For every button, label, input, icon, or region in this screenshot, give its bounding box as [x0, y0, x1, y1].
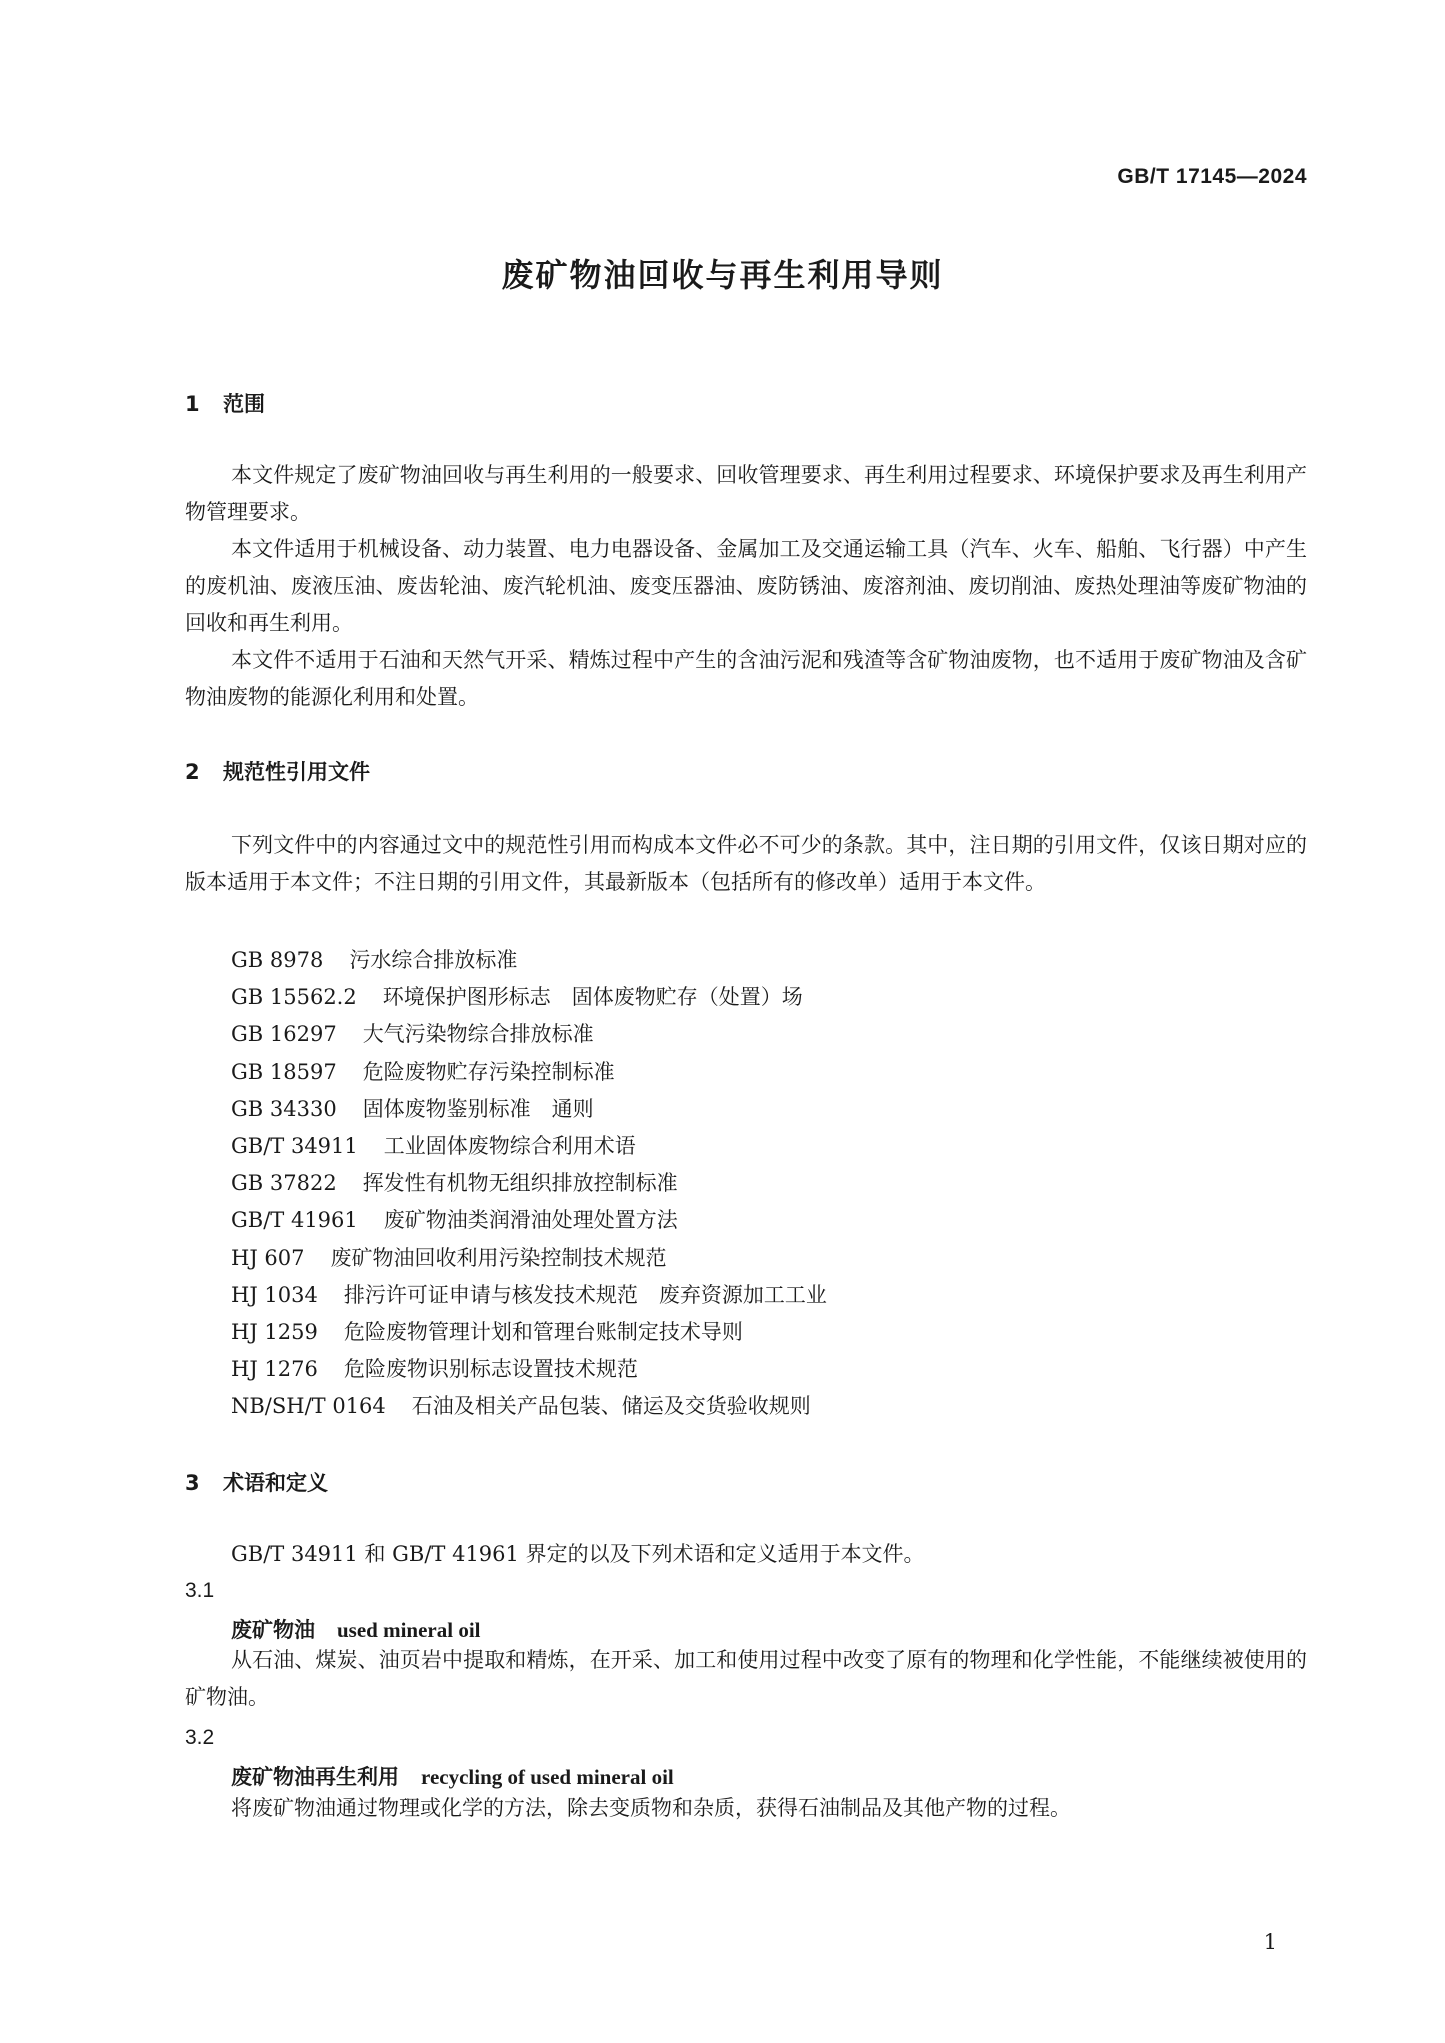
reference-title: 废矿物油类润滑油处理处置方法 [383, 1208, 678, 1233]
reference-code: NB/SH/T 0164 [231, 1394, 386, 1419]
reference-item [231, 1351, 827, 1388]
reference-code: GB 34330 [231, 1096, 337, 1121]
reference-item [231, 1240, 827, 1277]
term-heading [231, 1761, 674, 1791]
reference-code: GB/T 34911 [231, 1133, 358, 1158]
standard-code: GB/T 17145—2024 [1117, 165, 1307, 188]
reference-item [231, 1314, 827, 1351]
paragraph: 下列文件中的内容通过文中的规范性引用而构成本文件必不可少的条款。其中，注日期的引用文件，仅该日期对应的版本适用于本文件；不注日期的引用文件，其最新版本（包括所有的修改单）适用于本文件。 [185, 833, 1307, 894]
reference-title: 固体废物鉴别标准 通则 [362, 1096, 594, 1121]
reference-code: GB/T 41961 [231, 1208, 358, 1233]
reference-title: 石油及相关产品包装、储运及交货验收规则 [411, 1394, 811, 1419]
page-number: 1 [1263, 1930, 1277, 1954]
reference-list [231, 942, 827, 1425]
section-number: 2 [185, 760, 200, 784]
reference-item [231, 942, 827, 979]
reference-code: GB 18597 [231, 1059, 337, 1084]
reference-code: GB 37822 [231, 1171, 337, 1196]
term-en: used mineral oil [337, 1618, 481, 1642]
reference-code: HJ 1034 [231, 1282, 318, 1307]
section-heading-normative-references [185, 756, 370, 786]
reference-item [231, 1165, 827, 1202]
reference-item [231, 1388, 827, 1425]
reference-title: 污水综合排放标准 [349, 948, 518, 972]
reference-item [231, 1091, 827, 1128]
reference-code: HJ 1259 [231, 1319, 318, 1344]
paragraph: 本文件适用于机械设备、动力装置、电力电器设备、金属加工及交通运输工具（汽车、火车、船舶、飞行器）中产生的废机油、废液压油、废齿轮油、废汽轮机油、废变压器油、废防锈油、废溶剂油、废切削油、废热处理油等废矿物油的回收和再生利用。 [185, 537, 1307, 635]
paragraph: GB/T 34911 和 GB/T 41961 界定的以及下列术语和定义适用于本文件。 [231, 1542, 925, 1566]
term-heading [231, 1614, 481, 1644]
reference-title: 危险废物识别标志设置技术规范 [343, 1357, 638, 1382]
term-number: 3.1 [185, 1579, 215, 1602]
reference-code: HJ 607 [231, 1245, 305, 1270]
reference-item [231, 1128, 827, 1165]
reference-code: HJ 1276 [231, 1357, 318, 1382]
reference-item [231, 1016, 827, 1053]
paragraph: 本文件规定了废矿物油回收与再生利用的一般要求、回收管理要求、再生利用过程要求、环境保护要求及再生利用产物管理要求。 [185, 463, 1307, 524]
term-zh: 废矿物油 [231, 1617, 315, 1642]
section-title: 范围 [223, 392, 265, 416]
reference-item [231, 1202, 827, 1239]
reference-item [231, 979, 827, 1016]
term-zh: 废矿物油再生利用 [231, 1764, 399, 1789]
reference-title: 废矿物油回收利用污染控制技术规范 [330, 1245, 667, 1270]
reference-title: 大气污染物综合排放标准 [362, 1022, 594, 1047]
reference-code: GB 8978 [231, 948, 324, 972]
paragraph: 本文件不适用于石油和天然气开采、精炼过程中产生的含油污泥和残渣等含矿物油废物，也不适用于废矿物油及含矿物油废物的能源化利用和处置。 [185, 648, 1307, 709]
term-number: 3.2 [185, 1726, 215, 1749]
reference-title: 危险废物管理计划和管理台账制定技术导则 [343, 1319, 743, 1344]
term-definition: 从石油、煤炭、油页岩中提取和精炼，在开采、加工和使用过程中改变了原有的物理和化学性能，不能继续被使用的矿物油。 [185, 1648, 1307, 1709]
section-title: 规范性引用文件 [223, 760, 370, 784]
section-title: 术语和定义 [223, 1471, 328, 1495]
reference-title: 排污许可证申请与核发技术规范 废弃资源加工工业 [343, 1282, 827, 1307]
section-number: 3 [185, 1471, 200, 1495]
reference-code: GB 16297 [231, 1022, 337, 1047]
reference-title: 危险废物贮存污染控制标准 [362, 1059, 615, 1084]
term-definition: 将废矿物油通过物理或化学的方法，除去变质物和杂质，获得石油制品及其他产物的过程。 [231, 1796, 1071, 1820]
reference-item [231, 1277, 827, 1314]
reference-title: 工业固体废物综合利用术语 [383, 1133, 636, 1158]
term-en: recycling of used mineral oil [421, 1765, 674, 1789]
reference-title: 挥发性有机物无组织排放控制标准 [362, 1171, 678, 1196]
document-title: 废矿物油回收与再生利用导则 [501, 256, 944, 294]
section-heading-scope [185, 388, 265, 418]
section-heading-terms-definitions [185, 1467, 328, 1497]
reference-title: 环境保护图形标志 固体废物贮存（处置）场 [382, 985, 803, 1010]
reference-code: GB 15562.2 [231, 985, 357, 1010]
section-number: 1 [185, 392, 200, 416]
reference-item [231, 1054, 827, 1091]
